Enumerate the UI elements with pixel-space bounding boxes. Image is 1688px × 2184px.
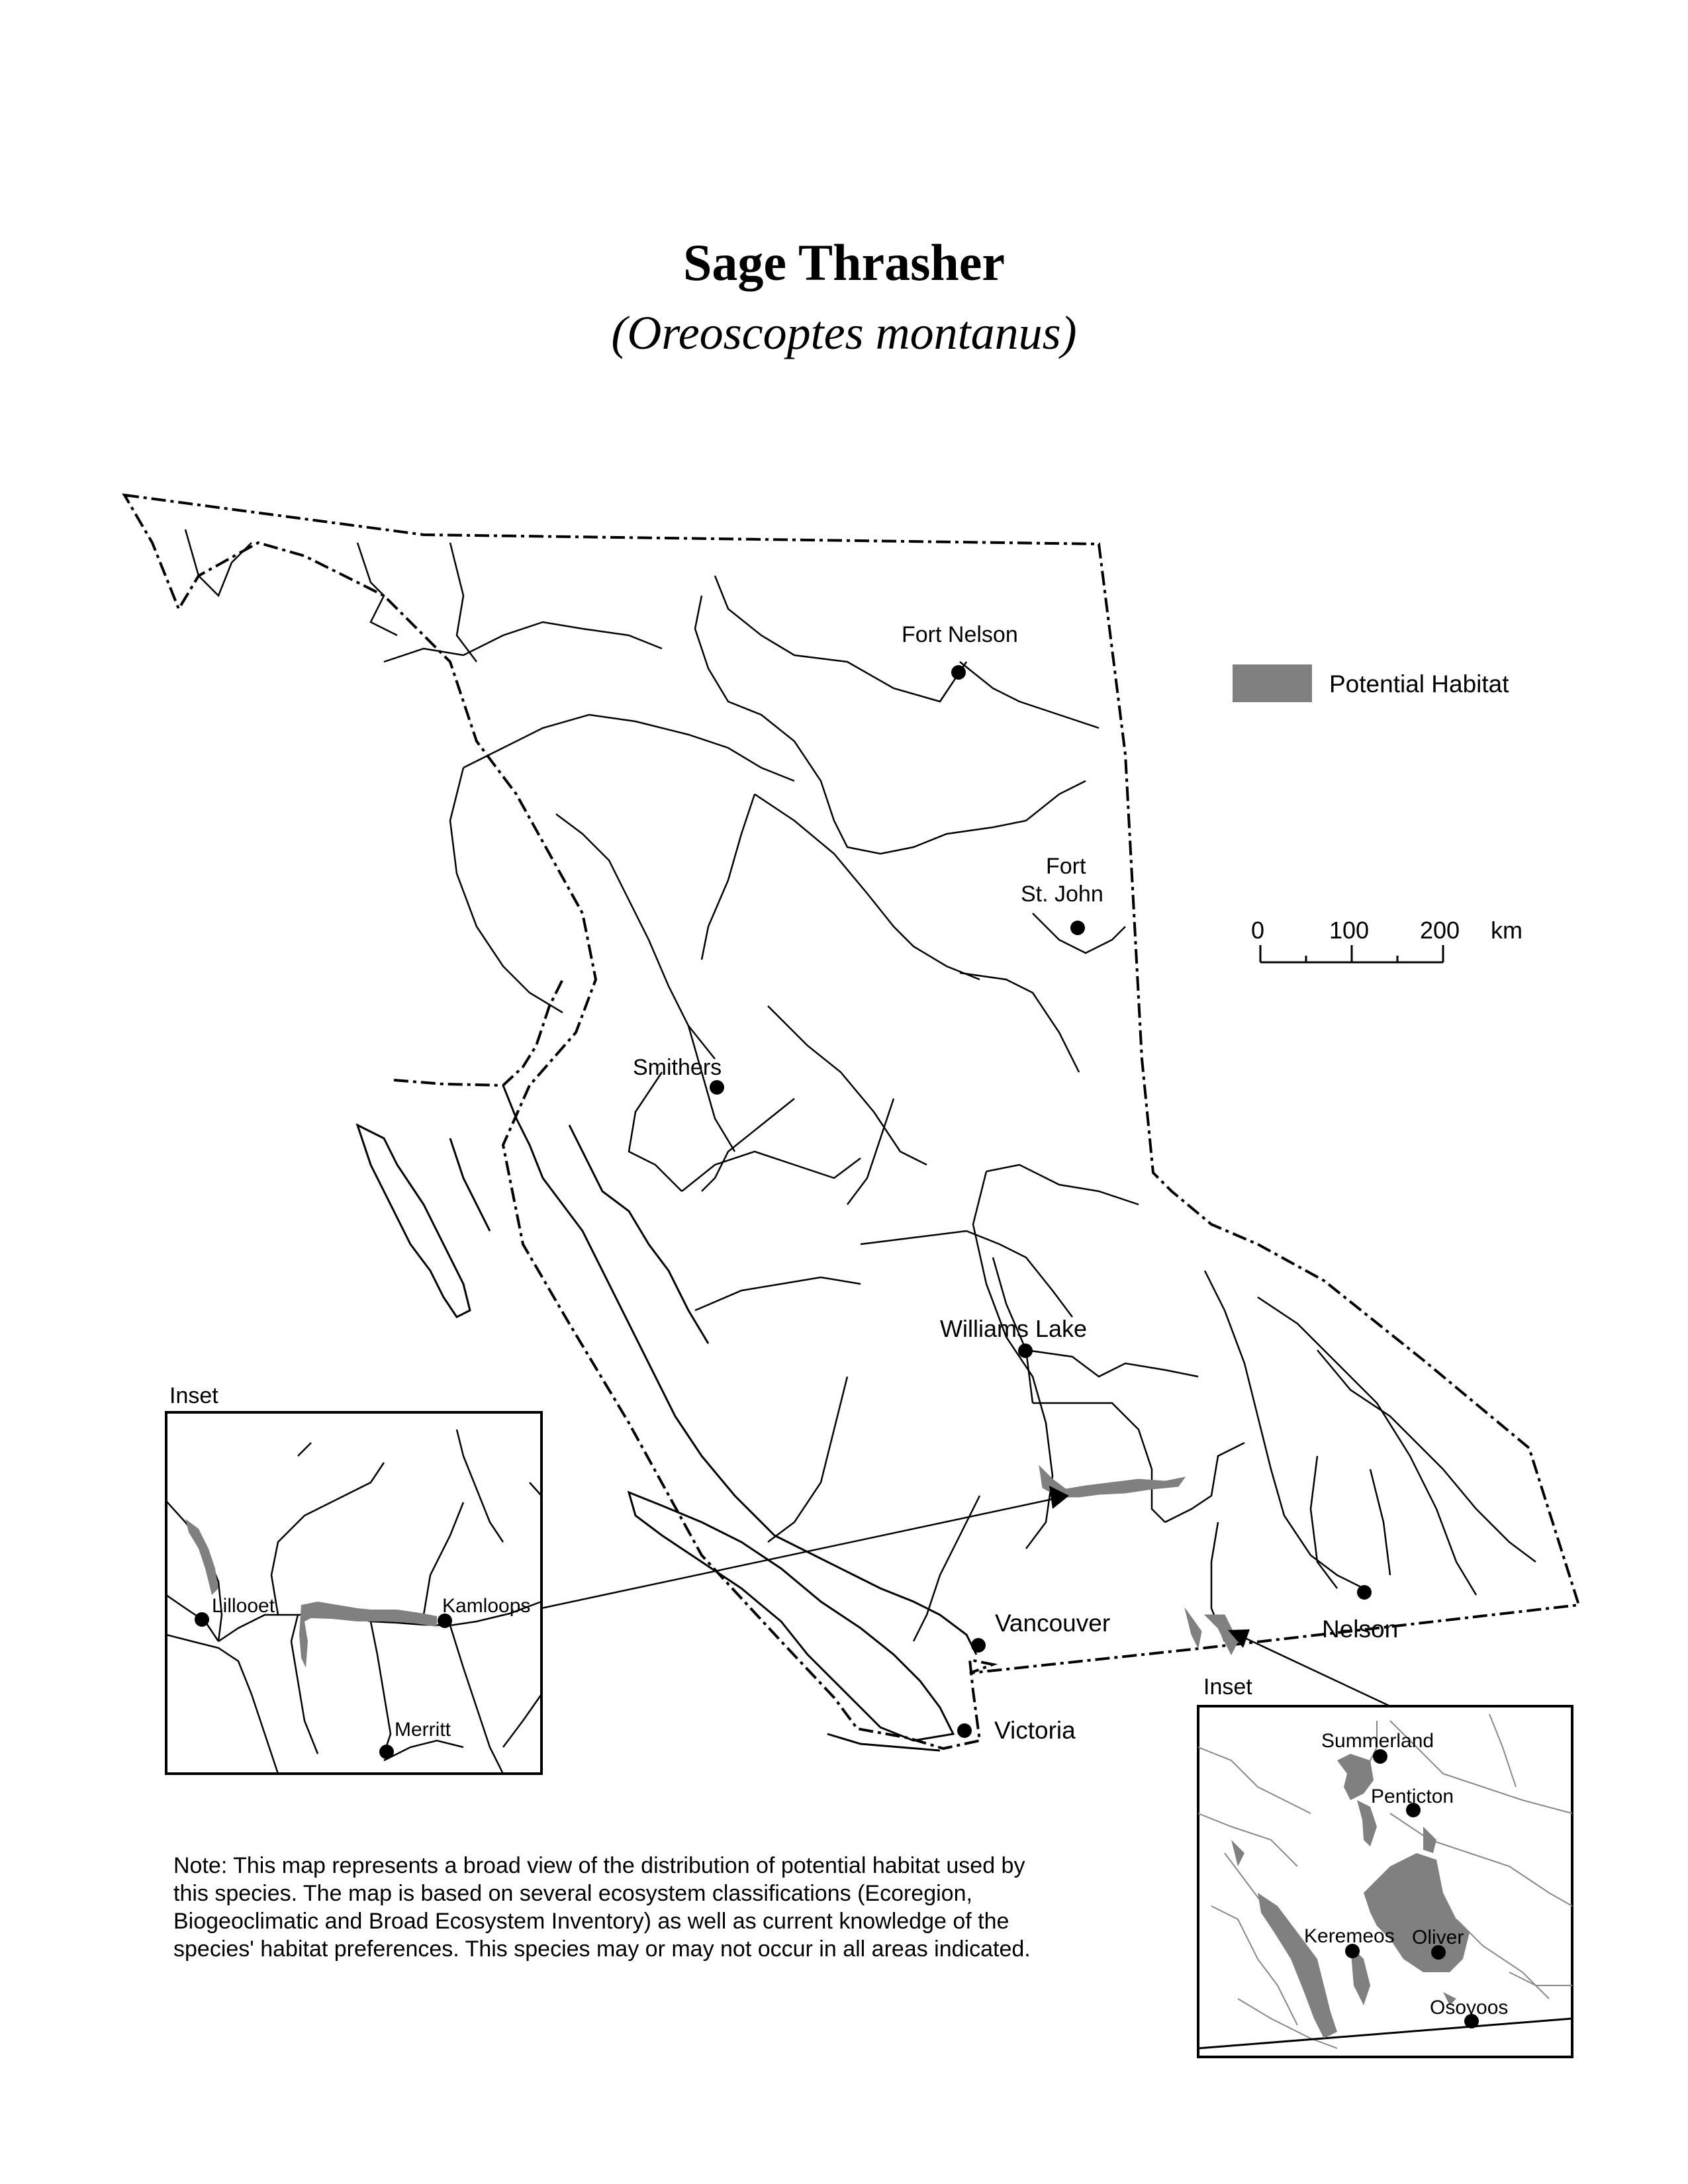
city-label-fort-st-john-1: Fort — [1046, 854, 1086, 879]
scale-tick-200: 200 — [1420, 917, 1460, 944]
legend-swatch — [1233, 664, 1312, 702]
inset-right-penticton: Penticton — [1371, 1786, 1454, 1807]
inset-left-merritt: Merritt — [395, 1719, 451, 1741]
city-marker-victoria — [957, 1723, 972, 1738]
scale-bar — [1260, 945, 1443, 962]
city-label-smithers: Smithers — [633, 1055, 722, 1080]
note-line-3: Biogeoclimatic and Broad Ecosystem Inventory) as well as current knowledge of the — [173, 1909, 1009, 1934]
scale-tick-100: 100 — [1329, 917, 1370, 944]
legend-label: Potential Habitat — [1329, 670, 1509, 698]
inset-left-label: Inset — [169, 1383, 218, 1408]
inset-left — [166, 1412, 541, 1774]
city-label-victoria: Victoria — [994, 1717, 1076, 1744]
inset-right-summerland: Summerland — [1321, 1730, 1434, 1752]
city-marker-williams-lake — [1018, 1343, 1033, 1358]
inset-right-connector — [1238, 1635, 1390, 1706]
city-label-fort-st-john-2: St. John — [1021, 882, 1103, 907]
city-label-williams-lake: Williams Lake — [940, 1315, 1088, 1342]
inset-right-osoyoos: Osoyoos — [1430, 1997, 1509, 2019]
city-label-vancouver: Vancouver — [995, 1610, 1111, 1637]
note-line-2: this species. The map is based on several ecosystem classifications (Ecoregion, — [173, 1881, 972, 1906]
inset-right-keremeos: Keremeos — [1304, 1925, 1395, 1947]
inset-right-label: Inset — [1203, 1674, 1252, 1700]
note-line-4: species' habitat preferences. This species may or may not occur in all areas indicated. — [173, 1936, 1031, 1962]
city-marker-nelson — [1357, 1585, 1372, 1600]
city-marker-vancouver — [971, 1638, 986, 1653]
scale-tick-0: 0 — [1251, 917, 1265, 944]
city-label-fort-nelson: Fort Nelson — [902, 622, 1018, 647]
scale-unit: km — [1491, 917, 1523, 944]
inset-right-oliver: Oliver — [1412, 1927, 1464, 1948]
inset-left-lillooet: Lillooet — [212, 1595, 275, 1617]
city-marker-fort-st-john — [1070, 921, 1085, 935]
map-subtitle: (Oreoscoptes montanus) — [611, 306, 1077, 359]
city-label-nelson: Nelson — [1322, 1615, 1399, 1643]
inset-left-kamloops: Kamloops — [442, 1595, 531, 1617]
map-title: Sage Thrasher — [682, 234, 1006, 291]
city-marker-fort-nelson — [951, 665, 966, 680]
panhandle-border — [394, 979, 563, 1085]
city-marker-smithers — [710, 1080, 724, 1095]
map-note — [173, 1852, 1153, 1963]
note-line-1: Note: This map represents a broad view of the distribution of potential habitat used by — [173, 1853, 1025, 1878]
inset-right — [1198, 1706, 1572, 2057]
